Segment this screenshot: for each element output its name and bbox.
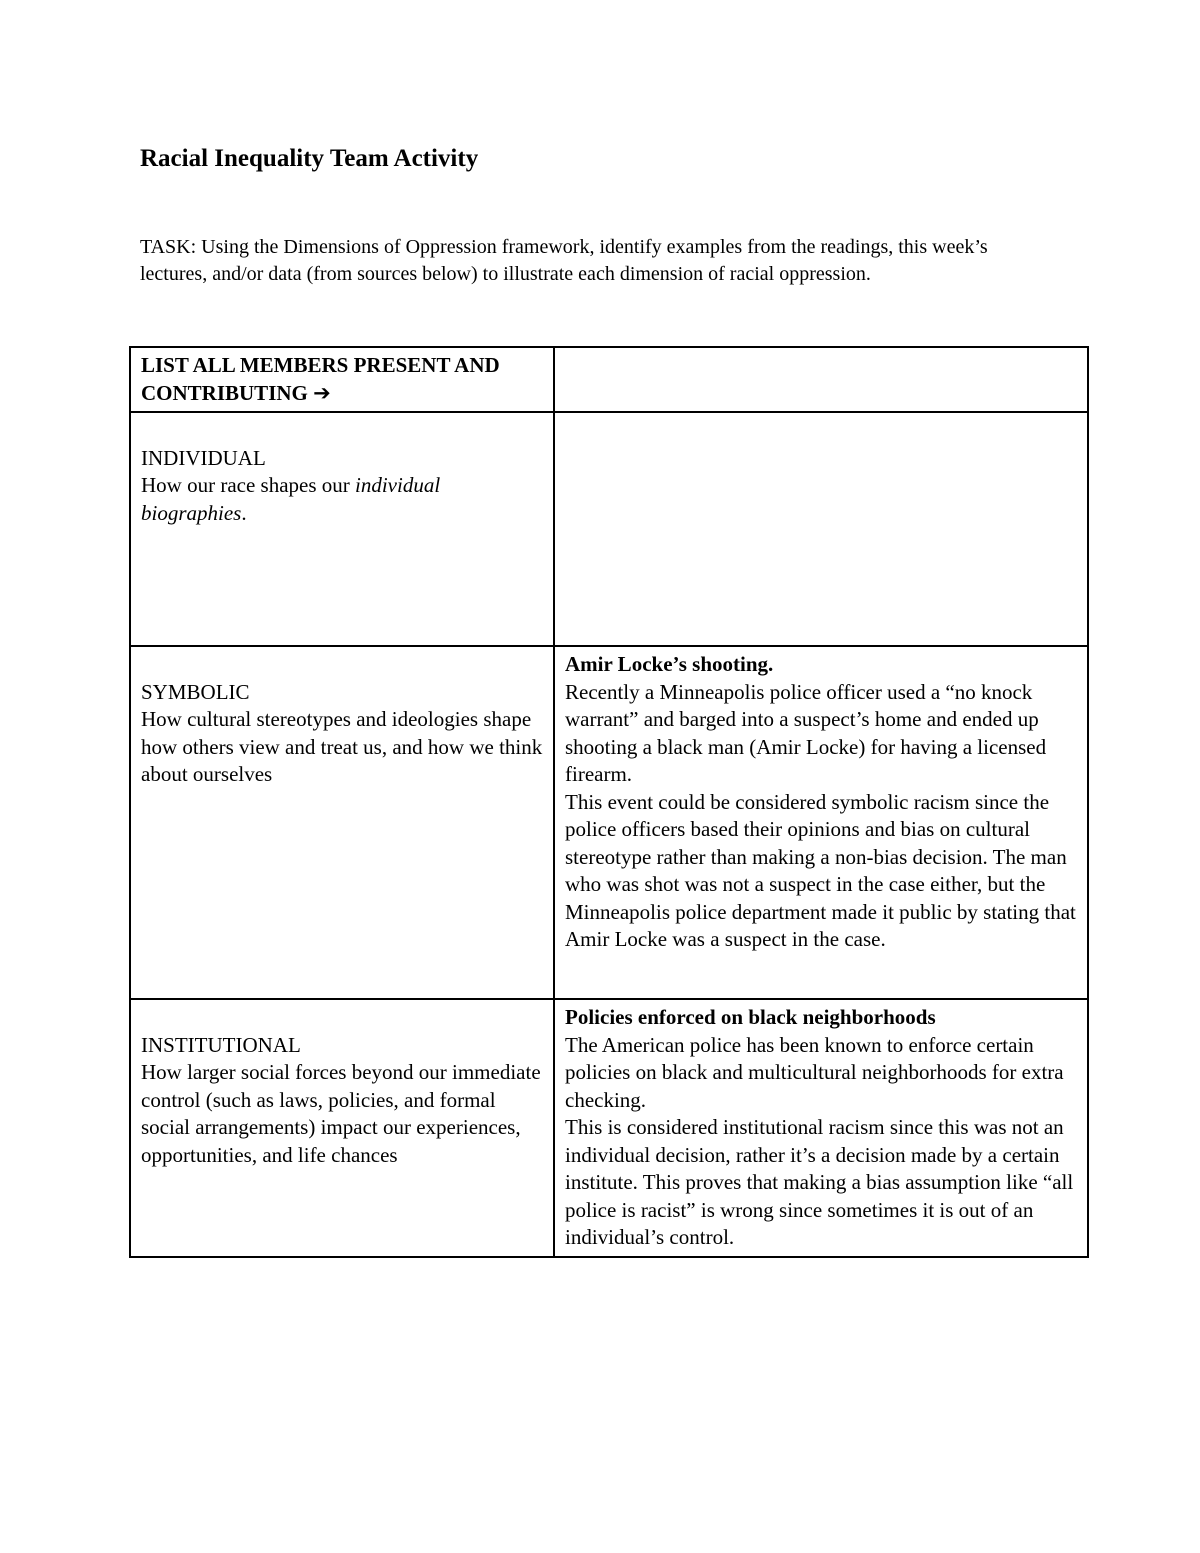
- members-label-text: LIST ALL MEMBERS PRESENT AND CONTRIBUTING: [141, 353, 500, 405]
- task-instructions: [140, 234, 1090, 288]
- symbolic-dimension-name: SYMBOLIC: [141, 679, 250, 704]
- institutional-response-paragraph-1: The American police has been known to enforce certain policies on black and multicultural neighborhoods for extra checking.: [565, 1032, 1064, 1112]
- institutional-description: How larger social forces beyond our immediate control (such as laws, policies, and formal social arrangements) impact our experiences, opportunities, and life chances: [141, 1060, 541, 1167]
- dimensions-table: [129, 346, 1089, 1258]
- individual-response-cell[interactable]: [554, 412, 1088, 646]
- symbolic-response-cell[interactable]: [554, 646, 1088, 999]
- institutional-label-cell: [130, 999, 554, 1257]
- individual-description-emphasis: individual biographies: [141, 473, 441, 525]
- institutional-response-heading: Policies enforced on black neighborhoods: [565, 1005, 936, 1029]
- task-line-1: TASK: Using the Dimensions of Oppression framework, identify examples from the readings, this week’s: [140, 236, 988, 258]
- individual-label-cell: [130, 412, 554, 646]
- individual-row: [130, 412, 1088, 646]
- symbolic-row: [130, 646, 1088, 999]
- members-value-cell[interactable]: [554, 347, 1088, 412]
- members-label-cell: [130, 347, 554, 412]
- symbolic-description: How cultural stereotypes and ideologies shape how others view and treat us, and how we think about ourselves: [141, 707, 543, 786]
- individual-description: How our race shapes our individual biographies.: [141, 473, 441, 525]
- members-label: [141, 352, 543, 407]
- document-title: Racial Inequality Team Activity: [140, 145, 479, 172]
- symbolic-label-cell: [130, 646, 554, 999]
- symbolic-response-paragraph-1: Recently a Minneapolis police officer used a “no knock warrant” and barged into a suspect’s home and ended up shooting a black man (Amir Locke) for having a licensed firearm.: [565, 679, 1047, 786]
- institutional-row: [130, 999, 1088, 1257]
- arrow-right-icon: ➔: [313, 380, 331, 405]
- task-line-2: lectures, and/or data (from sources below) to illustrate each dimension of racial oppression.: [140, 263, 871, 285]
- institutional-response-cell[interactable]: [554, 999, 1088, 1257]
- institutional-response-paragraph-2: This is considered institutional racism since this was not an individual decision, rather it’s a decision made by a certain institute. This proves that making a bias assumption like “all police is racist” is wrong since sometimes it is out of an individual’s control.: [565, 1115, 1074, 1249]
- symbolic-response-paragraph-2: This event could be considered symbolic racism since the police officers based their opinions and bias on cultural stereotype rather than making a non-bias decision. The man who was shot was not a suspect in the case either, but the Minneapolis police department made it public by stating that Amir Locke was a suspect in the case.: [565, 789, 1076, 951]
- institutional-dimension-name: INSTITUTIONAL: [141, 1032, 301, 1057]
- individual-dimension-name: INDIVIDUAL: [141, 445, 266, 470]
- members-row: [130, 347, 1088, 412]
- symbolic-response-heading: Amir Locke’s shooting.: [565, 652, 774, 676]
